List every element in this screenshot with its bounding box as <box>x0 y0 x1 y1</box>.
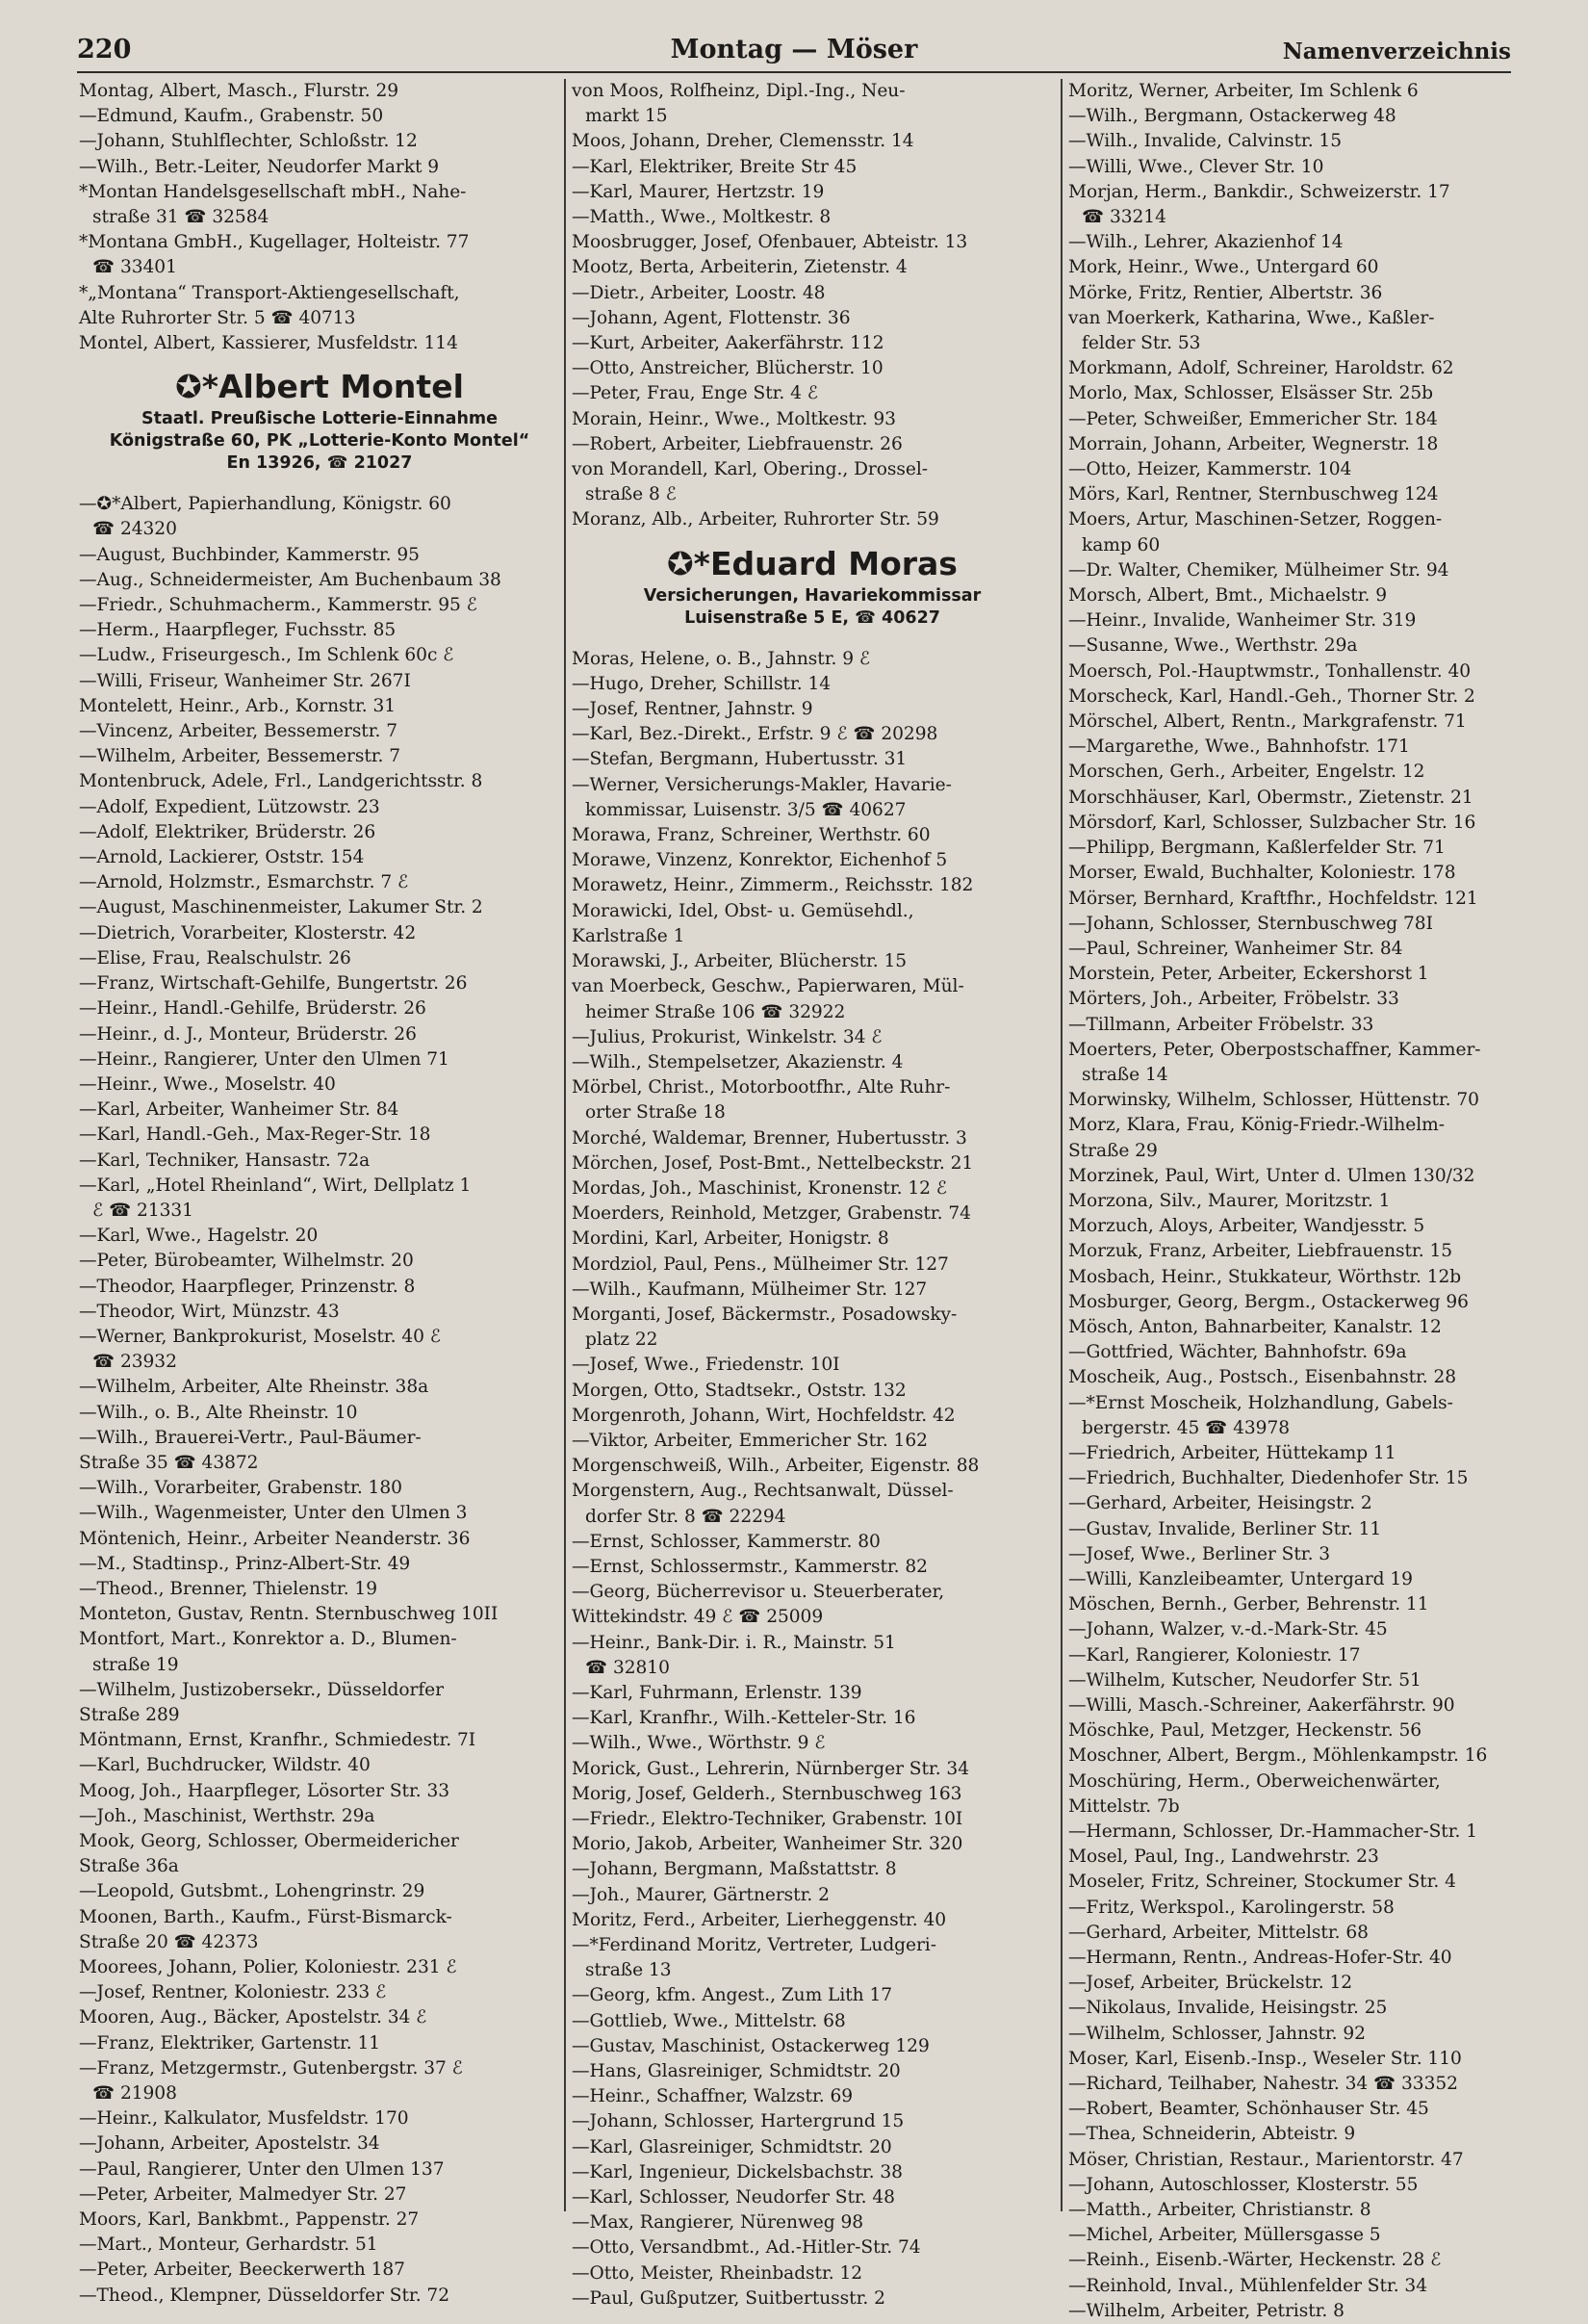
directory-entry: Morstein, Peter, Arbeiter, Eckershorst 1 <box>1068 964 1429 985</box>
directory-entry: —Otto, Anstreicher, Blücherstr. 10 <box>572 358 884 379</box>
directory-entry: —Wilhelm, Arbeiter, Petristr. 8 <box>1068 2300 1345 2321</box>
directory-entry: —Wilh., Betr.-Leiter, Neudorfer Markt 9 <box>79 156 440 177</box>
directory-entry: —Adolf, Expedient, Lützowstr. 23 <box>79 796 380 817</box>
directory-entry: Morawa, Franz, Schreiner, Werthstr. 60 <box>572 825 931 846</box>
directory-entry: —Heinr., Schaffner, Walzstr. 69 <box>572 2086 854 2107</box>
directory-entry: —Wilh., Wagenmeister, Unter den Ulmen 3 <box>79 1503 468 1524</box>
directory-entry: straße 31 ☎ 32584 <box>92 207 269 228</box>
directory-entry: —Hugo, Dreher, Schillstr. 14 <box>572 673 832 694</box>
directory-entry: —Aug., Schneidermeister, Am Buchenbaum 38 <box>79 569 501 590</box>
advertisement-name: ✪*Eduard Moras <box>667 544 958 582</box>
directory-entry: —Wilhelm, Justizobersekr., Düsseldorfer <box>79 1679 444 1700</box>
directory-entry: Moors, Karl, Bankbmt., Pappenstr. 27 <box>79 2209 420 2231</box>
directory-entry: Morwinsky, Wilhelm, Schlosser, Hüttenstr. 70 <box>1068 1090 1479 1111</box>
directory-entry: Moranz, Alb., Arbeiter, Ruhrorter Str. 59 <box>572 509 939 530</box>
directory-entry: —Kurt, Arbeiter, Aakerfährstr. 112 <box>572 333 884 354</box>
directory-entry: Mosel, Paul, Ing., Landwehrstr. 23 <box>1068 1846 1379 1868</box>
directory-entry: Mootz, Berta, Arbeiterin, Zietenstr. 4 <box>572 257 908 278</box>
directory-entry: —Leopold, Gutsbmt., Lohengrinstr. 29 <box>79 1881 425 1902</box>
directory-entry: —Wilh., Lehrer, Akazienhof 14 <box>1068 232 1344 253</box>
directory-entry: —Karl, Ingenieur, Dickelsbachstr. 38 <box>572 2161 903 2182</box>
directory-entry: —Johann, Schlosser, Hartergrund 15 <box>572 2111 905 2132</box>
directory-entry: bergerstr. 45 ☎ 43978 <box>1082 1417 1291 1438</box>
directory-entry: kommissar, Luisenstr. 3/5 ☎ 40627 <box>585 799 907 820</box>
directory-entry: —Wilh., Stempelsetzer, Akazienstr. 4 <box>572 1051 904 1072</box>
directory-entry: Mordini, Karl, Arbeiter, Honigstr. 8 <box>572 1228 889 1250</box>
directory-entry: Moorees, Johann, Polier, Koloniestr. 231 ℰ <box>79 1957 457 1978</box>
directory-entry: Moschüring, Herm., Oberweichenwärter, <box>1068 1770 1441 1792</box>
directory-entry: Morawe, Vinzenz, Konrektor, Eichenhof 5 <box>572 850 948 871</box>
directory-entry: —Georg, Bücherrevisor u. Steuerberater, <box>572 1582 945 1603</box>
directory-entry: —Ernst, Schlossermstr., Kammerstr. 82 <box>572 1556 928 1577</box>
directory-entry: Montag, Albert, Masch., Flurstr. 29 <box>79 81 399 101</box>
directory-entry: straße 13 <box>585 1960 672 1981</box>
directory-entry: —Gottfried, Wächter, Bahnhofstr. 69a <box>1068 1342 1407 1363</box>
directory-entry: Morawski, J., Arbeiter, Blücherstr. 15 <box>572 951 908 972</box>
directory-entry: —Karl, Handl.-Geh., Max-Reger-Str. 18 <box>79 1124 431 1146</box>
directory-entry: —Heinr., Invalide, Wanheimer Str. 319 <box>1068 610 1417 632</box>
directory-entry: dorfer Str. 8 ☎ 22294 <box>585 1506 786 1527</box>
directory-entry: Morgen, Otto, Stadtsekr., Oststr. 132 <box>572 1380 907 1401</box>
directory-entry: Morawetz, Heinr., Zimmerm., Reichsstr. 182 <box>572 875 974 896</box>
directory-entry: —Wilhelm, Schlosser, Jahnstr. 92 <box>1068 2023 1366 2044</box>
directory-entry: *Montana GmbH., Kugellager, Holteistr. 77 <box>79 232 470 253</box>
directory-entry: Moritz, Werner, Arbeiter, Im Schlenk 6 <box>1068 81 1419 101</box>
directory-entry: Monteton, Gustav, Rentn. Sternbuschweg 10II <box>79 1604 499 1625</box>
directory-entry: —Herm., Haarpfleger, Fuchsstr. 85 <box>79 620 397 641</box>
directory-entry: —Heinr., Handl.-Gehilfe, Brüderstr. 26 <box>79 998 426 1020</box>
directory-entry: von Morandell, Karl, Obering., Drossel- <box>572 459 928 480</box>
directory-entry: van Moerbeck, Geschw., Papierwaren, Mül- <box>572 976 964 997</box>
directory-entry: —Johann, Arbeiter, Apostelstr. 34 <box>79 2133 380 2155</box>
directory-entry: —Paul, Schreiner, Wanheimer Str. 84 <box>1068 938 1403 959</box>
directory-entry: —Arnold, Lackierer, Oststr. 154 <box>79 847 365 868</box>
directory-entry: —Peter, Frau, Enge Str. 4 ℰ <box>572 383 818 404</box>
directory-entry: ℰ ☎ 21331 <box>92 1200 193 1221</box>
directory-entry: —*Ferdinand Moritz, Vertreter, Ludgeri- <box>572 1935 936 1956</box>
directory-entry: Morser, Ewald, Buchhalter, Koloniestr. 178 <box>1068 863 1456 884</box>
directory-entry: *„Montana“ Transport-Aktiengesellschaft, <box>79 282 460 303</box>
directory-entry: platz 22 <box>585 1330 658 1351</box>
directory-entry: —Karl, Schlosser, Neudorfer Str. 48 <box>572 2187 895 2208</box>
directory-entry: ☎ 24320 <box>92 519 177 540</box>
directory-entry: —Georg, kfm. Angest., Zum Lith 17 <box>572 1985 893 2006</box>
directory-entry: von Moos, Rolfheinz, Dipl.-Ing., Neu- <box>572 81 906 101</box>
directory-entry: ☎ 32810 <box>585 1657 670 1678</box>
directory-entry: —Karl, Arbeiter, Wanheimer Str. 84 <box>79 1099 399 1121</box>
directory-entry: —Peter, Schweißer, Emmericher Str. 184 <box>1068 408 1438 429</box>
directory-entry: orter Straße 18 <box>585 1102 726 1123</box>
directory-entry: —Richard, Teilhaber, Nahestr. 34 ☎ 33352 <box>1068 2074 1458 2095</box>
directory-entry: —Karl, Bez.-Direkt., Erfstr. 9 ℰ ☎ 20298 <box>572 724 938 745</box>
directory-entry: Moerters, Peter, Oberpostschaffner, Kammer- <box>1068 1039 1481 1060</box>
directory-entry: —Ludw., Friseurgesch., Im Schlenk 60c ℰ <box>79 645 454 666</box>
directory-entry: Moser, Karl, Eisenb.-Insp., Weseler Str. 110 <box>1068 2048 1462 2069</box>
directory-entry: —Karl, Buchdrucker, Wildstr. 40 <box>79 1755 371 1776</box>
directory-entry: —Theod., Klempner, Düsseldorfer Str. 72 <box>79 2285 449 2306</box>
directory-entry: —Franz, Wirtschaft-Gehilfe, Bungertstr. 26 <box>79 973 468 994</box>
page-header <box>77 29 1511 77</box>
directory-entry: —Johann, Agent, Flottenstr. 36 <box>572 307 851 328</box>
directory-entry: Mörsdorf, Karl, Schlosser, Sulzbacher Str. 16 <box>1068 812 1476 833</box>
directory-entry: heimer Straße 106 ☎ 32922 <box>585 1001 846 1022</box>
directory-entry: —Reinh., Eisenb.-Wärter, Heckenstr. 28 ℰ <box>1068 2250 1442 2271</box>
directory-entry: —Friedrich, Arbeiter, Hüttekamp 11 <box>1068 1442 1396 1463</box>
directory-entry: —Edmund, Kaufm., Grabenstr. 50 <box>79 106 384 127</box>
header-rule <box>77 71 1511 73</box>
directory-entry: —Dietr., Arbeiter, Loostr. 48 <box>572 282 826 303</box>
directory-entry: Moosbrugger, Josef, Ofenbauer, Abteistr. 13 <box>572 232 968 253</box>
directory-entry: Montfort, Mart., Konrektor a. D., Blumen- <box>79 1629 457 1650</box>
directory-entry: —Margarethe, Wwe., Bahnhofstr. 171 <box>1068 736 1410 758</box>
directory-entry: —Peter, Arbeiter, Beeckerwerth 187 <box>79 2259 405 2281</box>
directory-entry: Mordas, Joh., Maschinist, Kronenstr. 12 ℰ <box>572 1177 947 1199</box>
directory-entry: —Matth., Arbeiter, Christianstr. 8 <box>1068 2200 1371 2221</box>
directory-entry: —Arnold, Holzmstr., Esmarchstr. 7 ℰ <box>79 872 409 893</box>
directory-entry: Möntenich, Heinr., Arbeiter Neanderstr. 36 <box>79 1528 471 1549</box>
directory-entry: Mörke, Fritz, Rentier, Albertstr. 36 <box>1068 282 1383 303</box>
directory-entry: —Gustav, Maschinist, Ostackerweg 129 <box>572 2035 930 2056</box>
directory-entry: Mörters, Joh., Arbeiter, Fröbelstr. 33 <box>1068 989 1399 1010</box>
directory-entry: —Paul, Gußputzer, Suitbertusstr. 2 <box>572 2287 885 2309</box>
directory-entry: —Gerhard, Arbeiter, Heisingstr. 2 <box>1068 1493 1372 1514</box>
directory-entry: —Peter, Arbeiter, Malmedyer Str. 27 <box>79 2183 407 2205</box>
directory-entry: —Wilh., Brauerei-Vertr., Paul-Bäumer- <box>79 1427 422 1448</box>
directory-entry: Mörchen, Josef, Post-Bmt., Nettelbeckstr. 21 <box>572 1152 974 1174</box>
directory-entry: Montenbruck, Adele, Frl., Landgerichtsstr. 8 <box>79 771 483 792</box>
directory-entry: Morlo, Max, Schlosser, Elsässer Str. 25b <box>1068 383 1434 404</box>
directory-entry: Morrain, Johann, Arbeiter, Wegnerstr. 18 <box>1068 433 1439 454</box>
directory-entry: Morzuch, Aloys, Arbeiter, Wandjesstr. 5 <box>1068 1216 1425 1237</box>
directory-entry: Moersch, Pol.-Hauptwmstr., Tonhallenstr. 40 <box>1068 660 1472 682</box>
directory-entry: —Theodor, Haarpfleger, Prinzenstr. 8 <box>79 1276 416 1297</box>
directory-entry: —Thea, Schneiderin, Abteistr. 9 <box>1068 2124 1356 2145</box>
directory-entry: Morain, Heinr., Wwe., Moltkestr. 93 <box>572 408 896 429</box>
directory-entry: —Karl, Maurer, Hertzstr. 19 <box>572 181 825 202</box>
directory-entry: —Otto, Versandbmt., Ad.-Hitler-Str. 74 <box>572 2237 921 2259</box>
directory-entry: —Willi, Wwe., Clever Str. 10 <box>1068 156 1324 177</box>
directory-entry: Mooren, Aug., Bäcker, Apostelstr. 34 ℰ <box>79 2007 427 2028</box>
directory-entry: Moers, Artur, Maschinen-Setzer, Roggen- <box>1068 509 1443 530</box>
directory-entry: —Willi, Friseur, Wanheimer Str. 267I <box>79 670 411 691</box>
directory-entry: —Robert, Arbeiter, Liebfrauenstr. 26 <box>572 433 903 454</box>
advertisement-block <box>79 366 560 480</box>
directory-entry: —Wilh., o. B., Alte Rheinstr. 10 <box>79 1402 358 1423</box>
directory-entry: Mösch, Anton, Bahnarbeiter, Kanalstr. 12 <box>1068 1316 1442 1337</box>
directory-entry: —Tillmann, Arbeiter Fröbelstr. 33 <box>1068 1014 1374 1035</box>
directory-entry: Alte Ruhrorter Str. 5 ☎ 40713 <box>79 307 356 328</box>
directory-entry: Morscheck, Karl, Handl.-Geh., Thorner Str. 2 <box>1068 685 1475 707</box>
directory-entry: Straße 289 <box>79 1704 180 1725</box>
directory-entry: Moseler, Fritz, Schreiner, Stockumer Str. 4 <box>1068 1872 1456 1893</box>
directory-entry: Straße 20 ☎ 42373 <box>79 1931 259 1952</box>
directory-entry: —Friedr., Schuhmacherm., Kammerstr. 95 ℰ <box>79 595 477 616</box>
directory-entry: —Josef, Rentner, Koloniestr. 233 ℰ <box>79 1982 387 2003</box>
directory-entry: Morzuk, Franz, Arbeiter, Liebfrauenstr. 15 <box>1068 1241 1453 1262</box>
directory-entry: —Theod., Brenner, Thielenstr. 19 <box>79 1578 377 1599</box>
directory-entry: straße 14 <box>1082 1064 1168 1085</box>
directory-entry: kamp 60 <box>1082 534 1161 555</box>
directory-entry: —Josef, Rentner, Jahnstr. 9 <box>572 699 813 720</box>
directory-entry: Morjan, Herm., Bankdir., Schweizerstr. 17 <box>1068 181 1450 202</box>
directory-entry: —Dr. Walter, Chemiker, Mülheimer Str. 94 <box>1068 559 1449 581</box>
advertisement-block <box>572 543 1053 635</box>
directory-entry: —Wilhelm, Arbeiter, Bessemerstr. 7 <box>79 746 401 767</box>
directory-entry: Morgenroth, Johann, Wirt, Hochfeldstr. 42 <box>572 1405 956 1426</box>
directory-entry: ☎ 33401 <box>92 257 177 278</box>
directory-entry: Straße 29 <box>1068 1140 1158 1161</box>
directory-entry: —Matth., Wwe., Moltkestr. 8 <box>572 207 832 228</box>
directory-entry: Morgenschweiß, Wilh., Arbeiter, Eigenstr. 88 <box>572 1456 980 1477</box>
directory-entry: —Viktor, Arbeiter, Emmericher Str. 162 <box>572 1430 928 1451</box>
directory-entry: —Heinr., Bank-Dir. i. R., Mainstr. 51 <box>572 1632 896 1653</box>
directory-entry: Karlstraße 1 <box>572 925 685 946</box>
directory-entry: —Karl, Techniker, Hansastr. 72a <box>79 1149 371 1171</box>
directory-entry: —Otto, Heizer, Kammerstr. 104 <box>1068 459 1352 480</box>
directory-entry: Morz, Klara, Frau, König-Friedr.-Wilhelm- <box>1068 1115 1445 1136</box>
directory-entry: —Werner, Bankprokurist, Moselstr. 40 ℰ <box>79 1326 441 1347</box>
directory-entry: —Hermann, Rentn., Andreas-Hofer-Str. 40 <box>1068 1948 1452 1969</box>
directory-entry: —Karl, Kranfhr., Wilh.-Ketteler-Str. 16 <box>572 1708 916 1729</box>
directory-entry: —Franz, Metzgermstr., Gutenbergstr. 37 ℰ <box>79 2057 463 2079</box>
directory-entry: —Heinr., d. J., Monteur, Brüderstr. 26 <box>79 1023 417 1045</box>
directory-entry: —Peter, Bürobeamter, Wilhelmstr. 20 <box>79 1251 414 1272</box>
directory-entry: straße 19 <box>92 1654 179 1675</box>
directory-entry: Mörschel, Albert, Rentn., Markgrafenstr. 71 <box>1068 711 1467 733</box>
directory-entry: straße 8 ℰ <box>585 484 677 505</box>
directory-entry: —Karl, Fuhrmann, Erlenstr. 139 <box>572 1682 862 1703</box>
advertisement-line: Königstraße 60, PK „Lotterie-Konto Montel“ <box>109 431 530 452</box>
directory-entry: Moscheik, Aug., Postsch., Eisenbahnstr. 28 <box>1068 1367 1457 1388</box>
directory-entry: Moonen, Barth., Kaufm., Fürst-Bismarck- <box>79 1906 452 1927</box>
directory-entry: Moschner, Albert, Bergm., Möhlenkampstr. 16 <box>1068 1745 1488 1767</box>
directory-entry: felder Str. 53 <box>1082 333 1201 354</box>
directory-entry: Mork, Heinr., Wwe., Untergard 60 <box>1068 257 1379 278</box>
directory-entry: Möschen, Bernh., Gerber, Behrenstr. 11 <box>1068 1594 1429 1615</box>
directory-entry: —Joh., Maschinist, Werthstr. 29a <box>79 1805 375 1826</box>
directory-entry: Mörs, Karl, Rentner, Sternbuschweg 124 <box>1068 484 1439 505</box>
directory-entry: —Adolf, Elektriker, Brüderstr. 26 <box>79 821 376 842</box>
directory-entry: —August, Buchbinder, Kammerstr. 95 <box>79 544 420 565</box>
directory-entry: Morawicki, Idel, Obst- u. Gemüsehdl., <box>572 900 914 921</box>
directory-entry: —Theodor, Wirt, Münzstr. 43 <box>79 1301 340 1322</box>
directory-entry: —Heinr., Rangierer, Unter den Ulmen 71 <box>79 1048 449 1070</box>
advertisement-line: Versicherungen, Havariekommissar <box>643 585 982 606</box>
directory-entry: Mosburger, Georg, Bergm., Ostackerweg 96 <box>1068 1291 1469 1312</box>
directory-entry: —Wilh., Wwe., Wörthstr. 9 ℰ <box>572 1733 826 1754</box>
column-divider <box>564 79 566 2211</box>
directory-entry: Moos, Johann, Dreher, Clemensstr. 14 <box>572 131 914 152</box>
directory-entry: Morgenstern, Aug., Rechtsanwalt, Düssel- <box>572 1481 954 1502</box>
directory-entry: —Heinr., Wwe., Moselstr. 40 <box>79 1073 336 1095</box>
directory-entry: —✪*Albert, Papierhandlung, Königstr. 60 <box>79 494 451 515</box>
directory-entry: —Friedr., Elektro-Techniker, Grabenstr. 10I <box>572 1809 963 1829</box>
directory-entry: —Josef, Wwe., Berliner Str. 3 <box>1068 1543 1331 1564</box>
directory-entry: —Otto, Meister, Rheinbadstr. 12 <box>572 2262 863 2284</box>
directory-entry: Moritz, Ferd., Arbeiter, Lierheggenstr. 40 <box>572 1909 947 1930</box>
directory-entry: Morganti, Josef, Bäckermstr., Posadowsky- <box>572 1304 958 1325</box>
running-title: Montag — Möser <box>670 35 918 65</box>
directory-entry: Mörbel, Christ., Motorbootfhr., Alte Ruhr- <box>572 1077 951 1098</box>
directory-column-2 <box>572 79 1053 2309</box>
directory-entry: —Willi, Kanzleibeamter, Untergard 19 <box>1068 1568 1413 1589</box>
directory-entry: —Wilhelm, Kutscher, Neudorfer Str. 51 <box>1068 1669 1422 1691</box>
directory-entry: —Josef, Arbeiter, Brückelstr. 12 <box>1068 1973 1353 1994</box>
directory-entry: Moog, Joh., Haarpfleger, Lösorter Str. 33 <box>79 1780 450 1801</box>
directory-entry: —Josef, Wwe., Friedenstr. 10I <box>572 1355 840 1376</box>
directory-entry: —Wilh., Vorarbeiter, Grabenstr. 180 <box>79 1478 402 1499</box>
directory-entry: —Johann, Autoschlosser, Klosterstr. 55 <box>1068 2174 1419 2195</box>
directory-entry: —Karl, Glasreiniger, Schmidtstr. 20 <box>572 2136 892 2157</box>
directory-entry: —Johann, Stuhlflechter, Schloßstr. 12 <box>79 131 418 152</box>
directory-entry: Mörser, Bernhard, Kraftfhr., Hochfeldstr. 121 <box>1068 888 1478 909</box>
directory-entry: ☎ 33214 <box>1082 207 1166 228</box>
directory-column-3 <box>1068 79 1550 2321</box>
directory-entry: —Heinr., Kalkulator, Musfeldstr. 170 <box>79 2108 409 2130</box>
directory-entry: markt 15 <box>585 106 668 127</box>
directory-entry: Morché, Waldemar, Brenner, Hubertusstr. 3 <box>572 1127 967 1149</box>
directory-entry: Möschke, Paul, Metzger, Heckenstr. 56 <box>1068 1720 1422 1742</box>
directory-entry: —Mart., Monteur, Gerhardstr. 51 <box>79 2234 378 2256</box>
directory-entry: —Gottlieb, Wwe., Mittelstr. 68 <box>572 2010 846 2031</box>
directory-entry: Straße 36a <box>79 1856 179 1877</box>
directory-entry: Morschhäuser, Karl, Obermstr., Zietenstr. 21 <box>1068 787 1473 808</box>
directory-entry: Wittekindstr. 49 ℰ ☎ 25009 <box>572 1607 824 1628</box>
directory-entry: Montel, Albert, Kassierer, Musfeldstr. 114 <box>79 333 458 354</box>
directory-entry: Morio, Jakob, Arbeiter, Wanheimer Str. 320 <box>572 1834 963 1855</box>
directory-entry: —Joh., Maurer, Gärtnerstr. 2 <box>572 1884 830 1905</box>
directory-entry: —Reinhold, Inval., Mühlenfelder Str. 34 <box>1068 2275 1427 2296</box>
directory-entry: —Johann, Bergmann, Maßstattstr. 8 <box>572 1859 897 1880</box>
advertisement-line: En 13926, ☎ 21027 <box>226 453 413 474</box>
directory-entry: —Werner, Versicherungs-Makler, Havarie- <box>572 774 952 795</box>
directory-entry: —Hans, Glasreiniger, Schmidtstr. 20 <box>572 2061 901 2082</box>
directory-entry: Morzinek, Paul, Wirt, Unter d. Ulmen 130/32 <box>1068 1165 1475 1186</box>
directory-entry: Mosbach, Heinr., Stukkateur, Wörthstr. 12b <box>1068 1266 1462 1287</box>
directory-entry: —Julius, Prokurist, Winkelstr. 34 ℰ <box>572 1026 883 1047</box>
directory-entry: —Max, Rangierer, Nürenweg 98 <box>572 2212 864 2234</box>
directory-entry: —Wilh., Bergmann, Ostackerweg 48 <box>1068 106 1396 127</box>
directory-entry: Mordziol, Paul, Pens., Mülheimer Str. 127 <box>572 1253 949 1275</box>
directory-entry: —Friedrich, Buchhalter, Diedenhofer Str. 15 <box>1068 1468 1469 1489</box>
directory-entry: —Johann, Walzer, v.-d.-Mark-Str. 45 <box>1068 1619 1388 1640</box>
directory-entry: *Montan Handelsgesellschaft mbH., Nahe- <box>79 181 467 202</box>
directory-entry: —Karl, Elektriker, Breite Str 45 <box>572 156 858 177</box>
directory-entry: —Wilhelm, Arbeiter, Alte Rheinstr. 38a <box>79 1377 429 1398</box>
directory-entry: —Michel, Arbeiter, Müllersgasse 5 <box>1068 2225 1381 2246</box>
directory-entry: —Fritz, Werkspol., Karolingerstr. 58 <box>1068 1897 1395 1918</box>
directory-entry: ☎ 23932 <box>92 1352 177 1373</box>
section-label: Namenverzeichnis <box>1282 39 1511 65</box>
directory-entry: —Dietrich, Vorarbeiter, Klosterstr. 42 <box>79 922 417 943</box>
advertisement-line: Staatl. Preußische Lotterie-Einnahme <box>141 409 499 429</box>
directory-entry: Mook, Georg, Schlosser, Obermeidericher <box>79 1831 459 1851</box>
directory-entry: —Robert, Beamter, Schönhauser Str. 45 <box>1068 2099 1429 2120</box>
advertisement-line: Luisenstraße 5 E, ☎ 40627 <box>684 607 940 628</box>
directory-entry: —Karl, Wwe., Hagelstr. 20 <box>79 1226 319 1247</box>
directory-entry: Morsch, Albert, Bmt., Michaelstr. 9 <box>1068 585 1388 607</box>
directory-entry: Morick, Gust., Lehrerin, Nürnberger Str. 34 <box>572 1758 969 1779</box>
directory-entry: —Karl, „Hotel Rheinland“, Wirt, Dellplatz 1 <box>79 1175 472 1196</box>
directory-entry: Morzona, Silv., Maurer, Moritzstr. 1 <box>1068 1190 1391 1211</box>
directory-entry: —Philipp, Bergmann, Kaßlerfelder Str. 71 <box>1068 838 1446 859</box>
directory-entry: —Paul, Rangierer, Unter den Ulmen 137 <box>79 2158 445 2180</box>
page-number: 220 <box>77 35 132 65</box>
directory-entry: —Willi, Masch.-Schreiner, Aakerfährstr. 90 <box>1068 1695 1455 1716</box>
directory-entry: Morkmann, Adolf, Schreiner, Haroldstr. 62 <box>1068 358 1454 379</box>
directory-entry: —Johann, Schlosser, Sternbuschweg 78I <box>1068 913 1433 934</box>
directory-entry: —Gustav, Invalide, Berliner Str. 11 <box>1068 1518 1382 1539</box>
directory-column-1 <box>79 79 560 2306</box>
directory-entry: Montelett, Heinr., Arb., Kornstr. 31 <box>79 695 397 716</box>
directory-entry: —Susanne, Wwe., Werthstr. 29a <box>1068 635 1358 657</box>
directory-entry: —Ernst, Schlosser, Kammerstr. 80 <box>572 1531 881 1552</box>
directory-entry: —*Ernst Moscheik, Holzhandlung, Gabels- <box>1068 1392 1453 1413</box>
directory-entry: —August, Maschinenmeister, Lakumer Str. 2 <box>79 897 483 918</box>
directory-entry: —Nikolaus, Invalide, Heisingstr. 25 <box>1068 1998 1388 2019</box>
directory-entry: —Gerhard, Arbeiter, Mittelstr. 68 <box>1068 1922 1369 1943</box>
directory-entry: Straße 35 ☎ 43872 <box>79 1452 259 1473</box>
directory-entry: —Wilh., Invalide, Calvinstr. 15 <box>1068 131 1342 152</box>
directory-entry: —Elise, Frau, Realschulstr. 26 <box>79 947 351 968</box>
directory-entry: Mittelstr. 7b <box>1068 1795 1180 1817</box>
directory-entry: —Vincenz, Arbeiter, Bessemerstr. 7 <box>79 721 398 742</box>
directory-entry: —Hermann, Schlosser, Dr.-Hammacher-Str. 1 <box>1068 1821 1478 1843</box>
directory-entry: Moerders, Reinhold, Metzger, Grabenstr. 74 <box>572 1203 971 1225</box>
directory-entry: Möntmann, Ernst, Kranfhr., Schmiedestr. 7I <box>79 1730 476 1751</box>
directory-entry: Morschen, Gerh., Arbeiter, Engelstr. 12 <box>1068 762 1425 783</box>
directory-entry: ☎ 21908 <box>92 2083 177 2105</box>
directory-entry: van Moerkerk, Katharina, Wwe., Kaßler- <box>1068 307 1435 328</box>
advertisement-name: ✪*Albert Montel <box>175 368 464 406</box>
directory-entry: —Wilh., Kaufmann, Mülheimer Str. 127 <box>572 1278 928 1300</box>
directory-entry: Möser, Christian, Restaur., Marientorstr. 47 <box>1068 2149 1464 2170</box>
directory-entry: Morig, Josef, Gelderh., Sternbuschweg 163 <box>572 1783 962 1804</box>
directory-entry: —Karl, Rangierer, Koloniestr. 17 <box>1068 1644 1361 1666</box>
directory-entry: Moras, Helene, o. B., Jahnstr. 9 ℰ <box>572 648 871 669</box>
directory-entry: —M., Stadtinsp., Prinz-Albert-Str. 49 <box>79 1553 411 1574</box>
column-divider <box>1061 79 1063 2211</box>
directory-entry: —Franz, Elektriker, Gartenstr. 11 <box>79 2032 381 2053</box>
directory-entry: —Stefan, Bergmann, Hubertusstr. 31 <box>572 749 908 770</box>
